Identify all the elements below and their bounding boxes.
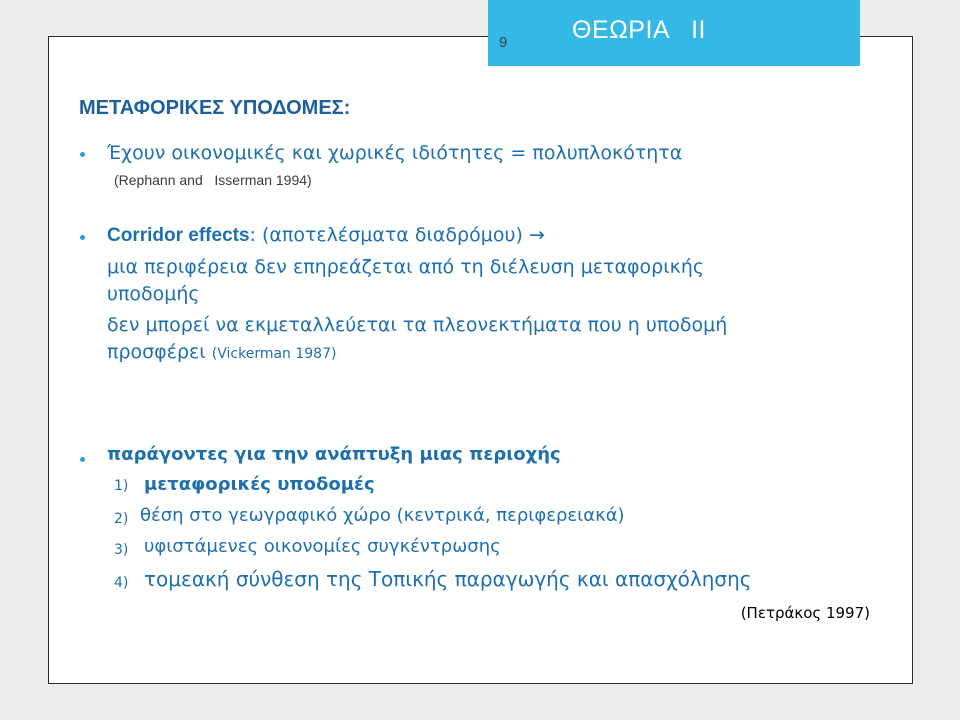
corridor-line-3: δεν μπορεί να εκμεταλλεύεται τα πλεονεκτήματα που η υποδομή [107, 314, 728, 336]
corridor-line-4 [107, 341, 336, 363]
list-item-1: μεταφορικές υποδομές [144, 474, 375, 495]
factors-heading: παράγοντες για την ανάπτυξη μιας περιοχής [107, 444, 561, 465]
section-heading: ΜΕΤΑΦΟΡΙΚΕΣ ΥΠΟΔΟΜΕΣ: [79, 97, 351, 119]
list-item-3: υφιστάμενες οικονομίες συγκέντρωσης [144, 536, 501, 557]
corridor-line-2: υποδομής [107, 283, 200, 305]
list-item-2: θέση στο γεωγραφικό χώρο (κεντρικά, περιφερειακά) [140, 505, 625, 526]
corridor-effects-rest: : (αποτελέσματα διαδρόμου) → [249, 224, 545, 246]
bullet-dot [80, 152, 85, 157]
slide-number: 9 [499, 34, 508, 51]
corridor-line-4-text: προσφέρει [107, 341, 206, 363]
bullet-1-text: Έχουν οικονομικές και χωρικές ιδιότητες = πολυπλοκότητα [107, 142, 683, 164]
bullet-dot [80, 235, 85, 240]
corridor-line-1: μια περιφέρεια δεν επηρεάζεται από τη διέλευση μεταφορικής [107, 256, 705, 278]
corridor-effects-term: Corridor effects [107, 225, 250, 246]
corridor-citation: (Vickerman 1987) [211, 346, 337, 362]
factors-citation: (Πετράκος 1997) [740, 604, 870, 622]
list-number-2: 2) [114, 511, 129, 527]
bullet-dot [80, 457, 85, 462]
list-number-3: 3) [114, 542, 129, 558]
slide-title: ΘΕΩΡΙΑ ΙΙ [572, 16, 706, 44]
list-number-4: 4) [114, 575, 129, 591]
list-item-4: τομεακή σύνθεση της Τοπικής παραγωγής και απασχόλησης [144, 567, 752, 591]
list-number-1: 1) [114, 478, 129, 494]
bullet-1-citation: (Rephann and Isserman 1994) [114, 172, 312, 188]
corridor-effects-line [107, 224, 545, 247]
